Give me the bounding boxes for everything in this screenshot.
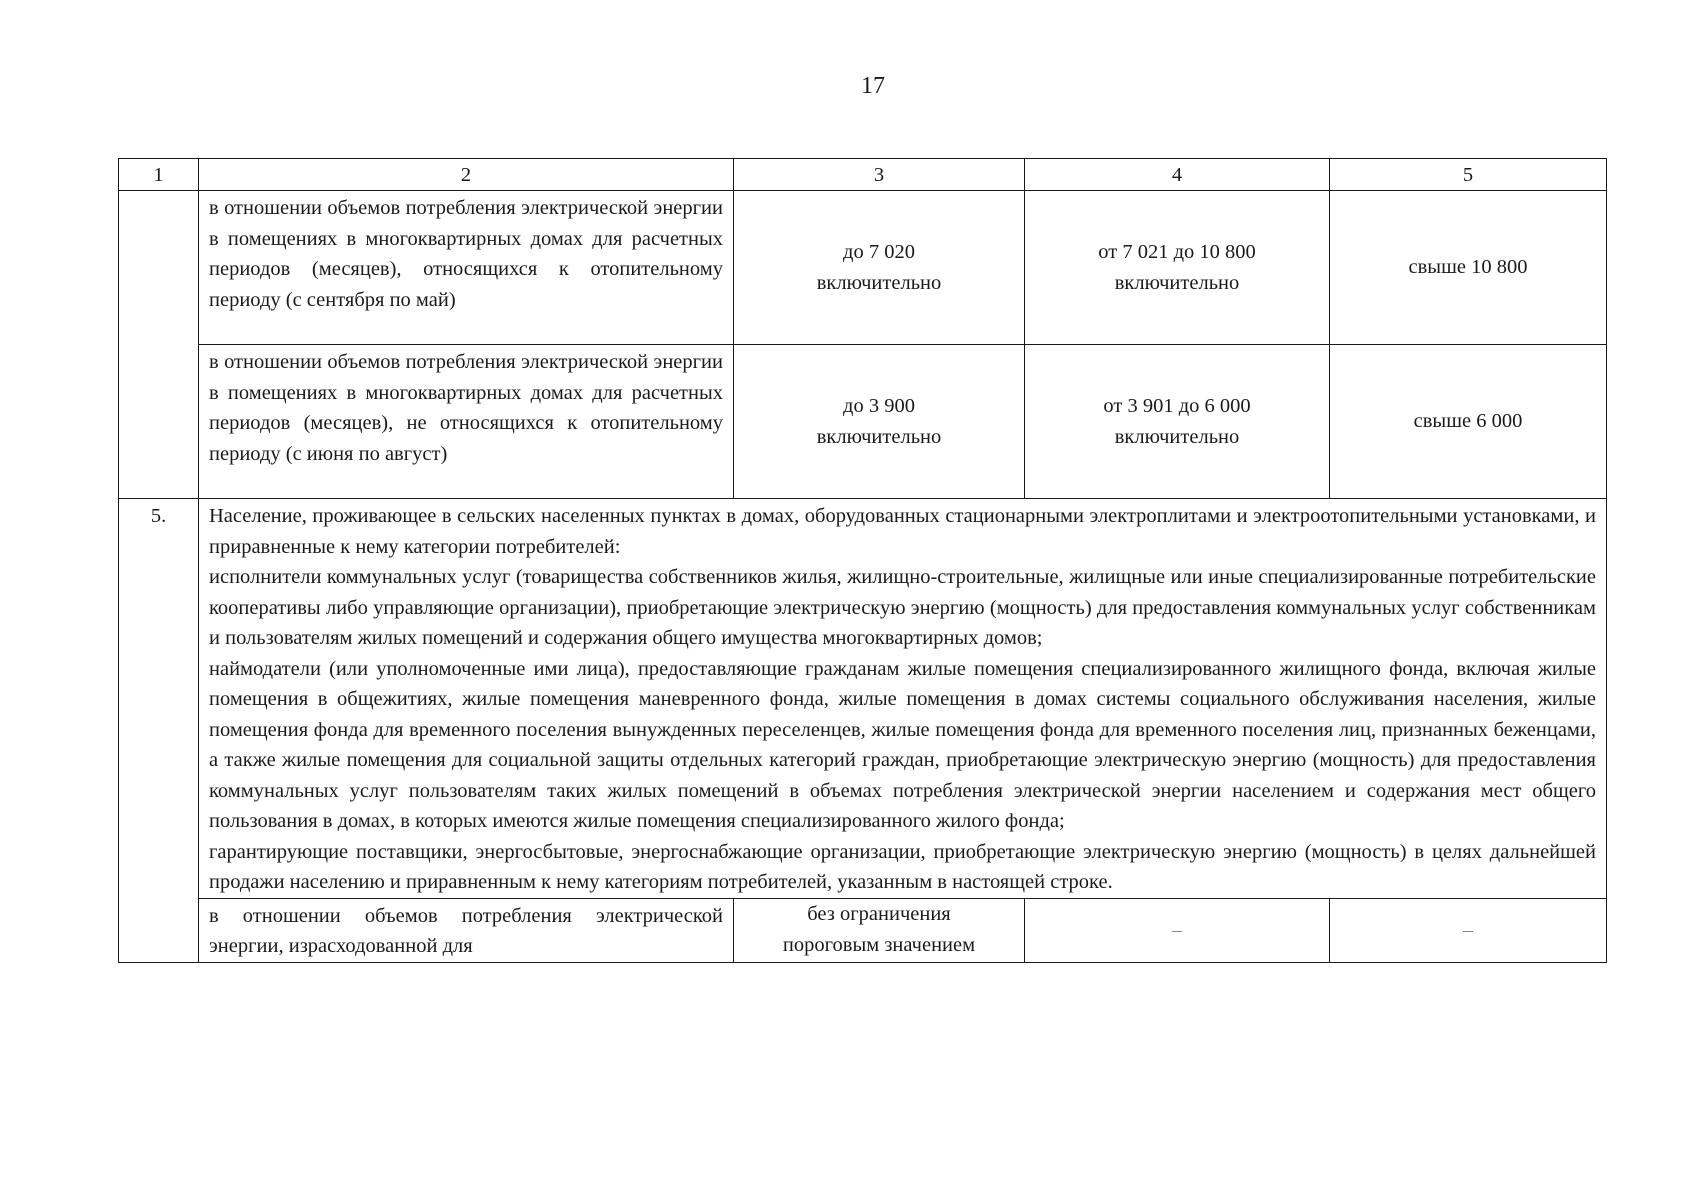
table-row-non-heating-period — [119, 345, 1607, 499]
threshold-lower-note: включительно — [816, 271, 942, 294]
row-description: в отношении объемов потребления электрической энергии в помещениях в многоквартирных домах для расчетных периодов (месяцев), относящихся к отопительному периоду (с сентября по май) — [199, 191, 734, 345]
threshold-middle-note: включительно — [1114, 271, 1240, 294]
header-cell-2: 2 — [199, 159, 734, 191]
threshold-upper: свыше 6 000 — [1330, 345, 1607, 499]
threshold-middle — [1025, 345, 1330, 499]
threshold-lower-note: включительно — [816, 425, 942, 448]
header-cell-1: 1 — [119, 159, 199, 191]
threshold-lower — [734, 898, 1025, 962]
threshold-upper: свыше 10 800 — [1330, 191, 1607, 345]
threshold-lower-value: до 3 900 — [843, 394, 915, 417]
paragraph-landlords: наймодатели (или уполномоченные ими лица), предоставляющие гражданам жилые помещения специализированного жилищного фонда, включая жилые помещения в общежитиях, жилые помещения маневренного фонда, жилые помещения в домах системы социального обслуживания населения, жилые помещения фонда для временного поселения вынужденных переселенцев, жилые помещения фонда для временного поселения лиц, признанных беженцами, а также жилые помещения для социальной защиты отдельных категорий граждан, приобретающие электрическую энергию (мощность) для предоставления коммунальных услуг пользователям таких жилых помещений в объемах потребления электрической энергии населением и содержания мест общего пользования в домах, в которых имеются жилые помещения специализированного жилого фонда; — [209, 657, 1596, 832]
threshold-middle-note: включительно — [1114, 425, 1240, 448]
threshold-lower-value: до 7 020 — [843, 240, 915, 263]
threshold-lower-note: пороговым значением — [782, 934, 976, 956]
table-row-last — [119, 898, 1607, 962]
threshold-lower — [734, 191, 1025, 345]
paragraph-utility-providers: исполнители коммунальных услуг (товарищества собственников жилья, жилищно-строительные, жилищные или иные специализированные потребительские кооперативы либо управляющие организации), приобретающие электрическую энергию (мощность) для предоставления коммунальных услуг собственникам и пользователям жилых помещений и содержания общего имущества многоквартирных домов; — [209, 566, 1596, 649]
header-cell-3: 3 — [734, 159, 1025, 191]
table-header-row — [119, 159, 1607, 191]
row-description: в отношении объемов потребления электрической энергии, израсходованной для — [199, 898, 734, 962]
consumer-category-description — [199, 499, 1607, 899]
table-row-heating-period — [119, 191, 1607, 345]
header-cell-5: 5 — [1330, 159, 1607, 191]
threshold-lower-value: без ограничения — [807, 903, 951, 925]
threshold-middle-value: от 7 021 до 10 800 — [1098, 240, 1256, 263]
table-row-5 — [119, 499, 1607, 899]
threshold-middle-value: от 3 901 до 6 000 — [1103, 394, 1251, 417]
threshold-upper: – — [1330, 898, 1607, 962]
row-description: в отношении объемов потребления электрической энергии в помещениях в многоквартирных домах для расчетных периодов (месяцев), не относящихся к отопительному периоду (с июня по август) — [199, 345, 734, 499]
threshold-middle: – — [1025, 898, 1330, 962]
row-number-cell: 5. — [119, 499, 199, 963]
threshold-middle — [1025, 191, 1330, 345]
paragraph-suppliers: гарантирующие поставщики, энергосбытовые, энергоснабжающие организации, приобретающие электрическую энергию (мощность) в целях дальнейшей продажи населению и приравненным к нему категориям потребителей, указанным в настоящей строке. — [209, 840, 1596, 893]
row-number-cell — [119, 191, 199, 499]
tariff-table — [118, 158, 1607, 963]
threshold-lower — [734, 345, 1025, 499]
paragraph-rural-population: Население, проживающее в сельских населенных пунктах в домах, оборудованных стационарными электроплитами и электроотопительными установками, и приравненные к нему категории потребителей: — [209, 505, 1596, 558]
header-cell-4: 4 — [1025, 159, 1330, 191]
page-number: 17 — [861, 73, 885, 99]
